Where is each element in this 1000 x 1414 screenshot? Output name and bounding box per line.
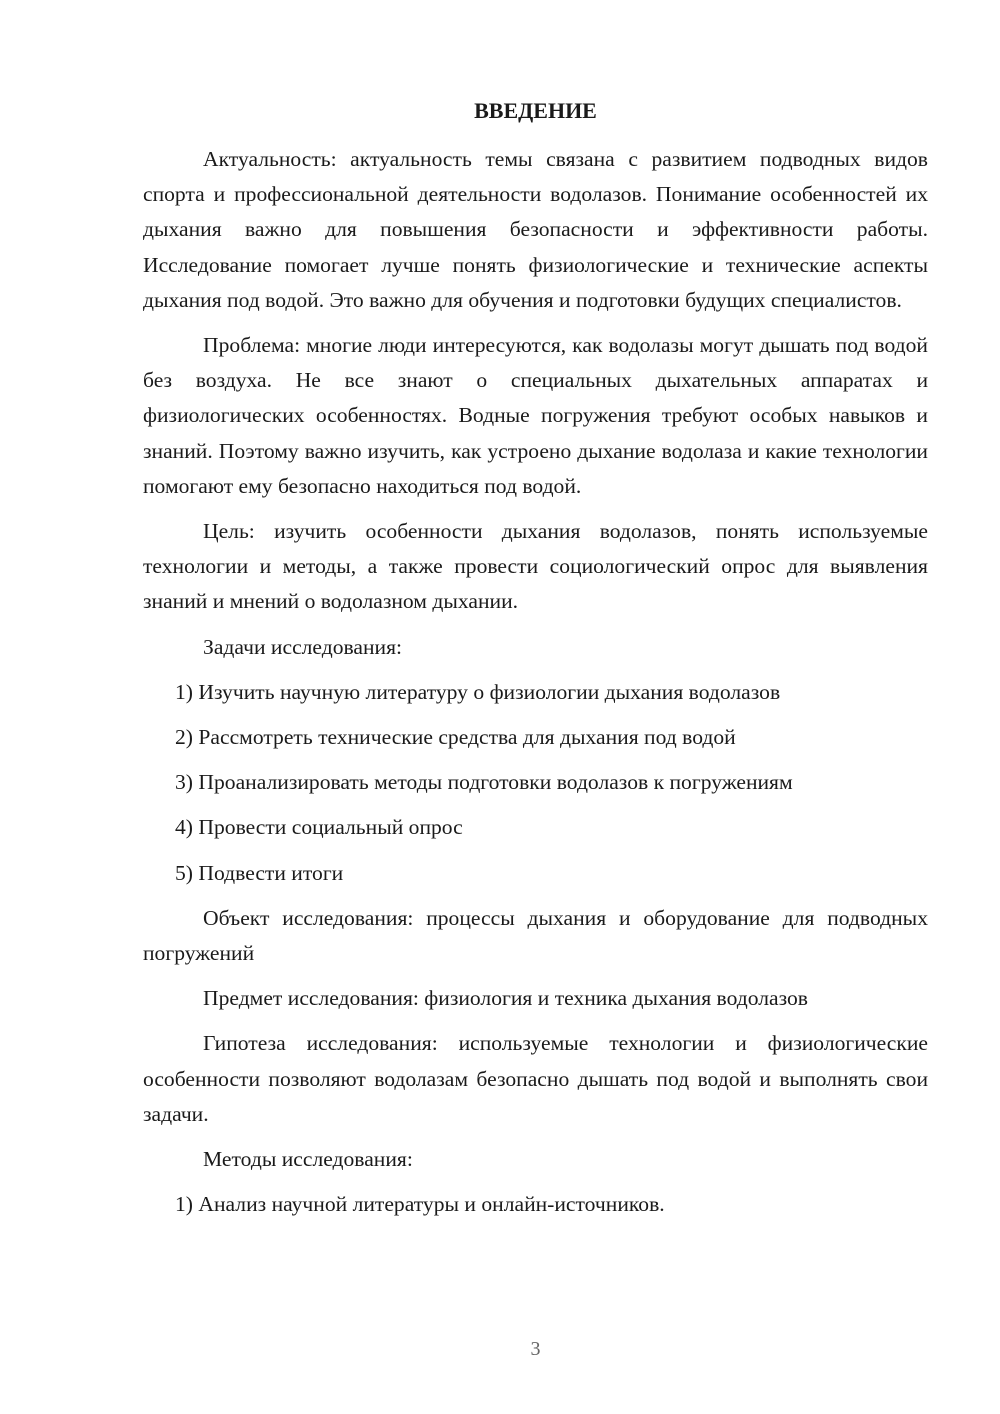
tasks-heading: Задачи исследования: [203, 634, 403, 659]
paragraph-goal: Цель: изучить особенности дыхания водолазов, понять используемые технологии и методы, а также провести социологический опрос для выявления знаний и мнений о водолазном дыхании. [143, 519, 928, 614]
tasks-list [143, 675, 928, 891]
paragraph-problem: Проблема: многие люди интересуются, как водолазы могут дышать под водой без воздуха. Не все знают о специальных дыхательных аппаратах и физиологических особенностях. Водные погружения требуют особых навыков и знаний. Поэтому важно изучить, как устроено дыхание водолаза и какие технологии помогают ему безопасно находиться под водой. [143, 333, 928, 498]
document-body [143, 142, 928, 1232]
page-title: ВВЕДЕНИЕ [474, 98, 597, 123]
page-number: 3 [530, 1338, 541, 1360]
methods-heading: Методы исследования: [203, 1147, 413, 1172]
list-item: 2) Рассмотреть технические средства для дыхания под водой [175, 725, 736, 750]
paragraph-relevance: Актуальность: актуальность темы связана с развитием подводных видов спорта и профессиональной деятельности водолазов. Понимание особенностей их дыхания важно для повышения безопасности и эффективности работы. Исследование помогает лучше понять физиологические и технические аспекты дыхания под водой. Это важно для обучения и подготовки будущих специалистов. [143, 147, 928, 312]
paragraph-hypothesis: Гипотеза исследования: используемые технологии и физиологические особенности позволяют водолазам безопасно дышать под водой и выполнять свои задачи. [143, 1031, 928, 1126]
paragraph-object: Объект исследования: процессы дыхания и оборудование для подводных погружений [143, 905, 928, 966]
list-item: 3) Проанализировать методы подготовки водолазов к погружениям [175, 770, 793, 795]
paragraph-subject: Предмет исследования: физиология и техника дыхания водолазов [203, 986, 809, 1011]
list-item: 5) Подвести итоги [175, 860, 344, 885]
list-item: 1) Изучить научную литературу о физиологии дыхания водолазов [175, 679, 781, 704]
methods-list [143, 1187, 928, 1222]
list-item: 1) Анализ научной литературы и онлайн-источников. [175, 1192, 665, 1217]
list-item: 4) Провести социальный опрос [175, 815, 463, 840]
document-page [143, 0, 928, 1414]
